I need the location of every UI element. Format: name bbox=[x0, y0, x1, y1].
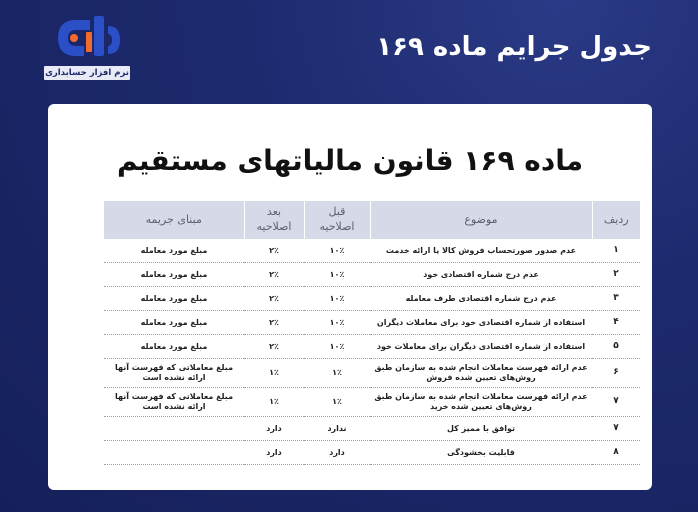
table-row bbox=[104, 239, 640, 263]
cell-row-number: ۵ bbox=[592, 335, 640, 359]
cell-after: ۲٪ bbox=[244, 239, 304, 263]
header-before: قبل اصلاحیه bbox=[304, 201, 370, 239]
table-row bbox=[104, 359, 640, 388]
cell-before: ۱۰٪ bbox=[304, 311, 370, 335]
cell-topic: استفاده از شماره اقتصادی دیگران برای معاملات خود bbox=[370, 335, 592, 359]
cell-before: ۱۰٪ bbox=[304, 287, 370, 311]
cell-topic: توافق با ممیز کل bbox=[370, 417, 592, 441]
logo-icon bbox=[50, 12, 124, 64]
cell-after: ۲٪ bbox=[244, 287, 304, 311]
table-row bbox=[104, 287, 640, 311]
header-row-number: ردیف bbox=[592, 201, 640, 239]
cell-after: دارد bbox=[244, 441, 304, 465]
cell-topic: عدم ارائه فهرست معاملات انجام شده به سازمان طبق روش‌های تعیین شده خرید bbox=[370, 388, 592, 417]
cell-after: ۲٪ bbox=[244, 335, 304, 359]
cell-row-number: ۴ bbox=[592, 311, 640, 335]
cell-basis: مبلغ مورد معامله bbox=[104, 335, 244, 359]
table-row bbox=[104, 311, 640, 335]
cell-before: ۱٪ bbox=[304, 359, 370, 388]
cell-row-number: ۸ bbox=[592, 441, 640, 465]
cell-row-number: ۱ bbox=[592, 239, 640, 263]
cell-topic: قابلیت بخشودگی bbox=[370, 441, 592, 465]
cell-before: دارد bbox=[304, 441, 370, 465]
page-title: جدول جرایم ماده ۱۶۹ bbox=[376, 32, 652, 62]
card-title: ماده ۱۶۹ قانون مالیاتهای مستقیم bbox=[116, 144, 584, 177]
cell-basis: مبلغ معاملاتی که فهرست آنها ارائه نشده است bbox=[104, 359, 244, 388]
header-basis: مبنای جریمه bbox=[104, 201, 244, 239]
cell-topic: عدم صدور صورتحساب فروش کالا یا ارائه خدمت bbox=[370, 239, 592, 263]
cell-row-number: ۷ bbox=[592, 388, 640, 417]
logo-caption: نرم افزار حسابداری bbox=[45, 68, 129, 78]
table-row bbox=[104, 441, 640, 465]
cell-after: دارد bbox=[244, 417, 304, 441]
table-row bbox=[104, 263, 640, 287]
cell-row-number: ۳ bbox=[592, 287, 640, 311]
cell-before: ۱۰٪ bbox=[304, 263, 370, 287]
cell-topic: عدم ارائه فهرست معاملات انجام شده به سازمان طبق روش‌های تعیین شده فروش bbox=[370, 359, 592, 388]
cell-topic: عدم درج شماره اقتصادی طرف معامله bbox=[370, 287, 592, 311]
cell-row-number: ۶ bbox=[592, 359, 640, 388]
cell-basis: مبلغ مورد معامله bbox=[104, 263, 244, 287]
cell-after: ۲٪ bbox=[244, 263, 304, 287]
cell-basis: مبلغ مورد معامله bbox=[104, 287, 244, 311]
cell-basis bbox=[104, 441, 244, 465]
header-topic: موضوع bbox=[370, 201, 592, 239]
cell-before: ۱۰٪ bbox=[304, 335, 370, 359]
cell-basis: مبلغ مورد معامله bbox=[104, 311, 244, 335]
cell-basis: مبلغ معاملاتی که فهرست آنها ارائه نشده است bbox=[104, 388, 244, 417]
cell-after: ۱٪ bbox=[244, 359, 304, 388]
cell-topic: عدم درج شماره اقتصادی خود bbox=[370, 263, 592, 287]
penalty-table bbox=[104, 201, 640, 465]
cell-row-number: ۲ bbox=[592, 263, 640, 287]
cell-before: ۱٪ bbox=[304, 388, 370, 417]
cell-topic: استفاده از شماره اقتصادی خود برای معاملات دیگران bbox=[370, 311, 592, 335]
table-header-row bbox=[104, 201, 640, 239]
cell-after: ۲٪ bbox=[244, 311, 304, 335]
cell-before: ۱۰٪ bbox=[304, 239, 370, 263]
table-row bbox=[104, 335, 640, 359]
cell-before: ندارد bbox=[304, 417, 370, 441]
logo bbox=[44, 12, 130, 82]
cell-row-number: ۷ bbox=[592, 417, 640, 441]
content-card bbox=[48, 104, 652, 490]
cell-basis bbox=[104, 417, 244, 441]
header-after: بعد اصلاحیه bbox=[244, 201, 304, 239]
table-row bbox=[104, 388, 640, 417]
cell-after: ۱٪ bbox=[244, 388, 304, 417]
cell-basis: مبلغ مورد معامله bbox=[104, 239, 244, 263]
table-row bbox=[104, 417, 640, 441]
